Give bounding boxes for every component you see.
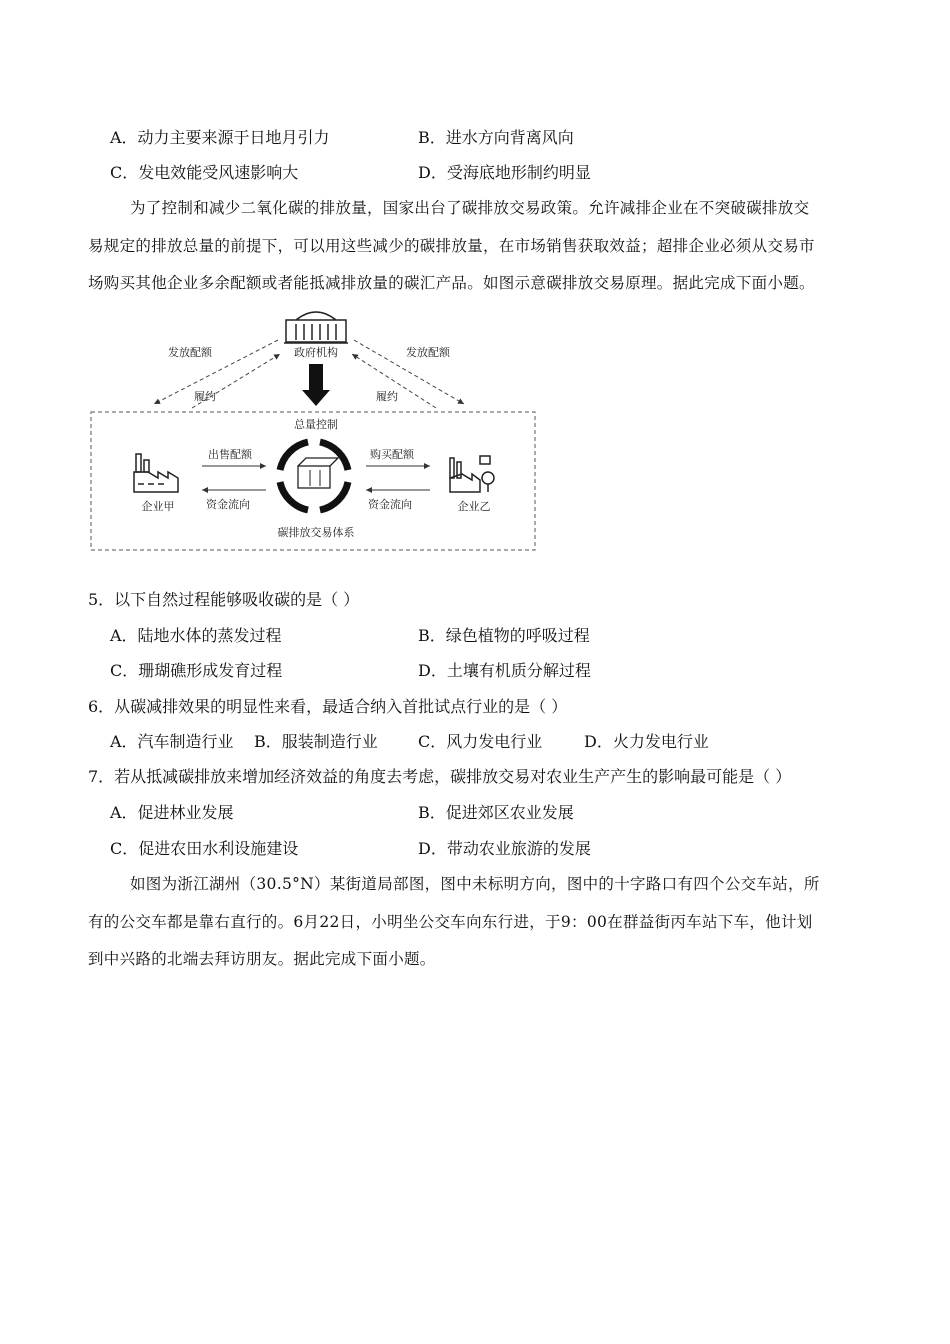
q7-option-b: B．促进郊区农业发展 bbox=[418, 803, 574, 822]
q7-option-d: D．带动农业旅游的发展 bbox=[418, 839, 591, 858]
q7-option-c: C．促进农田水利设施建设 bbox=[110, 839, 299, 858]
fund-flow-right-label: 资金流向 bbox=[368, 498, 412, 511]
passage2-line2: 有的公交车都是靠右直行的。6月22日，小明坐公交车向东行进，于9：00在群益街丙车站下车，他计划 bbox=[88, 913, 813, 931]
q7-stem: 7．若从抵减碳排放来增加经济效益的角度去考虑，碳排放交易对农业生产产生的影响最可能是（ ） bbox=[88, 767, 792, 786]
comply-left-label: 履约 bbox=[194, 390, 216, 403]
government-label: 政府机构 bbox=[294, 346, 338, 359]
q4-option-a: A．动力主要来源于日地月引力 bbox=[110, 128, 330, 147]
q4-option-c: C．发电效能受风速影响大 bbox=[110, 163, 299, 182]
carbon-trading-diagram bbox=[88, 308, 540, 556]
q5-option-d: D．土壤有机质分解过程 bbox=[418, 661, 591, 680]
system-label: 碳排放交易体系 bbox=[277, 526, 355, 539]
issue-quota-right-label: 发放配额 bbox=[406, 346, 450, 359]
passage1-line1: 为了控制和减少二氧化碳的排放量，国家出台了碳排放交易政策。允许减排企业在不突破碳排放交 bbox=[130, 199, 810, 217]
passage1-line3: 场购买其他企业多余配额或者能抵减排放量的碳汇产品。如图示意碳排放交易原理。据此完成下面小题。 bbox=[88, 274, 815, 292]
enterprise-a-label: 企业甲 bbox=[141, 500, 175, 513]
passage1-line2: 易规定的排放总量的前提下，可以用这些减少的碳排放量，在市场销售获取效益；超排企业必须从交易市 bbox=[88, 237, 815, 255]
passage2-line1: 如图为浙江湖州（30.5°N）某街道局部图，图中未标明方向，图中的十字路口有四个公交车站，所 bbox=[130, 875, 820, 893]
issue-quota-left-label: 发放配额 bbox=[168, 346, 212, 359]
down-arrow-icon bbox=[302, 364, 330, 406]
q4-option-b: B．进水方向背离风向 bbox=[418, 128, 574, 147]
trading-cycle-icon bbox=[280, 442, 348, 510]
q5-stem: 5．以下自然过程能够吸收碳的是（ ） bbox=[88, 590, 360, 609]
q4-option-d: D．受海底地形制约明显 bbox=[418, 163, 591, 182]
q6-option-d: D．火力发电行业 bbox=[584, 732, 709, 751]
q5-option-a: A．陆地水体的蒸发过程 bbox=[110, 626, 282, 645]
q5-option-c: C．珊瑚礁形成发育过程 bbox=[110, 661, 283, 680]
sell-quota-label: 出售配额 bbox=[208, 448, 252, 461]
buy-quota-label: 购买配额 bbox=[370, 448, 414, 461]
total-control-label: 总量控制 bbox=[294, 418, 338, 431]
factory-b-icon bbox=[450, 456, 494, 492]
q6-option-c: C．风力发电行业 bbox=[418, 732, 543, 751]
enterprise-b-label: 企业乙 bbox=[457, 500, 491, 513]
q6-option-b: B．服装制造行业 bbox=[254, 732, 378, 751]
q6-stem: 6．从碳减排效果的明显性来看，最适合纳入首批试点行业的是（ ） bbox=[88, 697, 568, 716]
fund-flow-left-label: 资金流向 bbox=[206, 498, 250, 511]
q5-option-b: B．绿色植物的呼吸过程 bbox=[418, 626, 590, 645]
comply-right-label: 履约 bbox=[376, 390, 398, 403]
q6-option-a: A．汽车制造行业 bbox=[110, 732, 234, 751]
passage2-line3: 到中兴路的北端去拜访朋友。据此完成下面小题。 bbox=[88, 950, 436, 968]
government-building-icon bbox=[284, 312, 348, 343]
q7-option-a: A．促进林业发展 bbox=[110, 803, 234, 822]
factory-a-icon bbox=[134, 454, 178, 492]
